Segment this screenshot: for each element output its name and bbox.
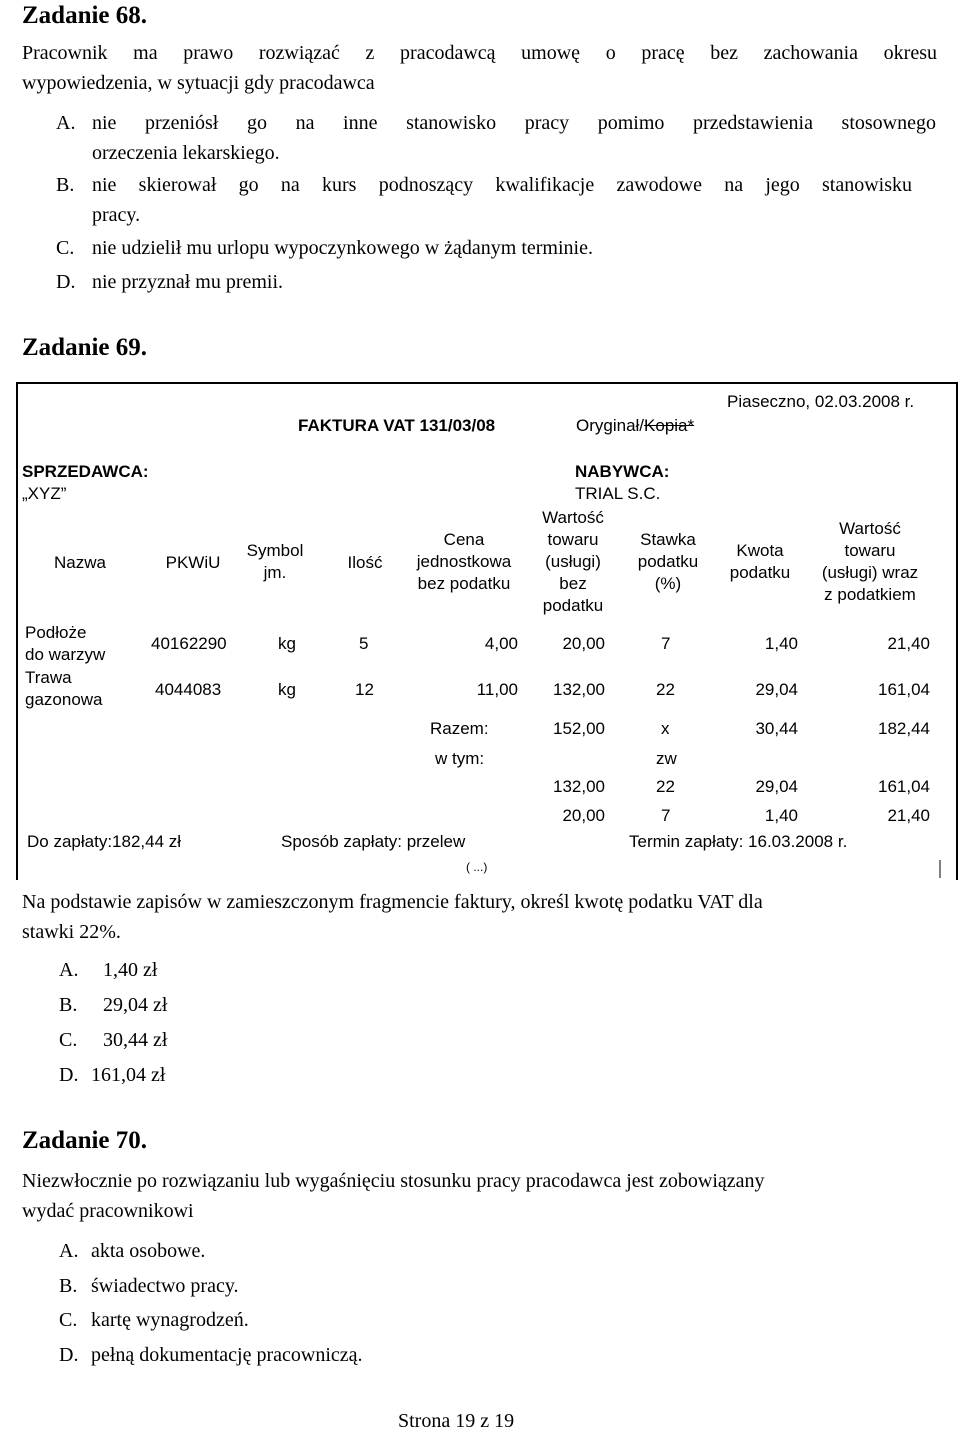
row-qty: 5 bbox=[359, 634, 369, 653]
buyer-name: TRIAL S.C. bbox=[575, 484, 661, 503]
option-69-a[interactable]: A. 1,40 zł bbox=[59, 959, 158, 981]
option-70-c[interactable]: C. kartę wynagrodzeń. bbox=[59, 1309, 249, 1331]
invoice-title: FAKTURA VAT 131/03/08 bbox=[298, 416, 496, 435]
row-tax-rate: 7 bbox=[661, 634, 671, 653]
of-which-label: w tym: bbox=[435, 749, 485, 768]
amount-to-pay: Do zapłaty:182,44 zł bbox=[27, 832, 182, 851]
invoice-place-date: Piaseczno, 02.03.2008 r. bbox=[727, 392, 915, 411]
option-68-d[interactable]: D. nie przyznał mu premii. bbox=[56, 271, 284, 293]
row-net-value: 132,00 bbox=[553, 680, 605, 699]
row-pkwiu: 4044083 bbox=[155, 680, 222, 699]
total-tax-rate: x bbox=[661, 719, 670, 738]
total-gross-value: 182,44 bbox=[878, 719, 930, 738]
col-header-qty: Ilość bbox=[347, 553, 383, 572]
col-header-pkwiu: PKWiU bbox=[165, 553, 221, 572]
total-net-value: 152,00 bbox=[553, 719, 605, 738]
seller-label: SPRZEDAWCA: bbox=[22, 462, 149, 481]
question-70-title: Zadanie 70. bbox=[22, 1127, 148, 1154]
breakdown-tax-amount: 29,04 bbox=[755, 777, 798, 796]
breakdown-tax-rate: 22 bbox=[656, 777, 675, 796]
buyer-label: NABYWCA: bbox=[575, 462, 670, 481]
option-70-a[interactable]: A. akta osobowe. bbox=[59, 1240, 206, 1262]
option-68-a[interactable]: A. nie przeniósł go na inne stanowisko pracy pomimo przedstawienia stosownego orzeczenia lekarskiego. bbox=[56, 112, 936, 164]
payment-due-date: Termin zapłaty: 16.03.2008 r. bbox=[629, 832, 848, 851]
col-header-name: Nazwa bbox=[54, 553, 106, 572]
question-69-title: Zadanie 69. bbox=[22, 334, 148, 361]
option-69-b[interactable]: B. 29,04 zł bbox=[59, 994, 168, 1016]
breakdown-tax-amount: 1,40 bbox=[764, 806, 798, 825]
option-68-b[interactable]: B. nie skierował go na kurs podnoszący kwalifikacje zawodowe na jego stanowisku pracy. bbox=[56, 174, 912, 226]
row-tax-rate: 22 bbox=[656, 680, 675, 699]
breakdown-net-value: 20,00 bbox=[562, 806, 605, 825]
invoice-original-copy: Oryginał/Kopia* bbox=[576, 416, 695, 435]
payment-method: Sposób zapłaty: przelew bbox=[281, 832, 466, 851]
row-product-name: Podłoże do warzyw bbox=[25, 623, 106, 664]
row-unit-price: 11,00 bbox=[476, 680, 518, 699]
col-header-net-value: Wartość towaru (usługi) bez podatku bbox=[542, 508, 604, 615]
page-number: Strona 19 z 19 bbox=[398, 1410, 515, 1432]
breakdown-tax-rate: 7 bbox=[661, 806, 671, 825]
col-header-tax-amount: Kwota podatku bbox=[729, 541, 791, 582]
row-gross-value: 21,40 bbox=[887, 634, 930, 653]
row-tax-amount: 29,04 bbox=[755, 680, 798, 699]
row-pkwiu: 40162290 bbox=[151, 634, 227, 653]
row-unit: kg bbox=[278, 634, 296, 653]
row-unit-price: 4,00 bbox=[484, 634, 518, 653]
breakdown-net-value: 132,00 bbox=[553, 777, 605, 796]
total-tax-amount: 30,44 bbox=[755, 719, 798, 738]
total-label: Razem: bbox=[430, 719, 489, 738]
col-header-unit: Symbol jm. bbox=[246, 541, 304, 582]
row-unit: kg bbox=[278, 680, 296, 699]
breakdown-gross-value: 21,40 bbox=[887, 806, 930, 825]
col-header-unit-price: Cena jednostkowa bez podatku bbox=[416, 530, 512, 593]
option-70-d[interactable]: D. pełną dokumentację pracowniczą. bbox=[59, 1344, 363, 1366]
invoice-ellipsis: ( ...) bbox=[466, 860, 488, 874]
question-68-stem: Pracownik ma prawo rozwiązać z pracodawcą umowę o pracę bez zachowania okresu wypowiedzenia, w sytuacji gdy pracodawca bbox=[22, 42, 937, 94]
col-header-gross-value: Wartość towaru (usługi) wraz z podatkiem bbox=[821, 519, 919, 604]
breakdown-gross-value: 161,04 bbox=[878, 777, 930, 796]
question-69-stem: Na podstawie zapisów w zamieszczonym fragmencie faktury, określ kwotę podatku VAT dla stawki 22%. bbox=[22, 891, 763, 943]
row-net-value: 20,00 bbox=[562, 634, 605, 653]
row-tax-amount: 1,40 bbox=[764, 634, 798, 653]
of-which-exempt-rate: zw bbox=[656, 749, 677, 768]
option-70-b[interactable]: B. świadectwo pracy. bbox=[59, 1275, 239, 1297]
option-69-c[interactable]: C. 30,44 zł bbox=[59, 1029, 168, 1051]
seller-name: „XYZ” bbox=[22, 484, 67, 503]
option-69-d[interactable]: D. 161,04 zł bbox=[59, 1064, 166, 1086]
row-product-name: Trawa gazonowa bbox=[25, 668, 103, 709]
row-gross-value: 161,04 bbox=[878, 680, 930, 699]
col-header-tax-rate: Stawka podatku (%) bbox=[637, 530, 699, 593]
question-68-title: Zadanie 68. bbox=[22, 2, 148, 29]
row-qty: 12 bbox=[355, 680, 374, 699]
question-70-stem: Niezwłocznie po rozwiązaniu lub wygaśnięciu stosunku pracy pracodawca jest zobowiązany wydać pracownikowi bbox=[22, 1170, 765, 1222]
option-68-c[interactable]: C. nie udzielił mu urlopu wypoczynkowego w żądanym terminie. bbox=[56, 237, 593, 259]
